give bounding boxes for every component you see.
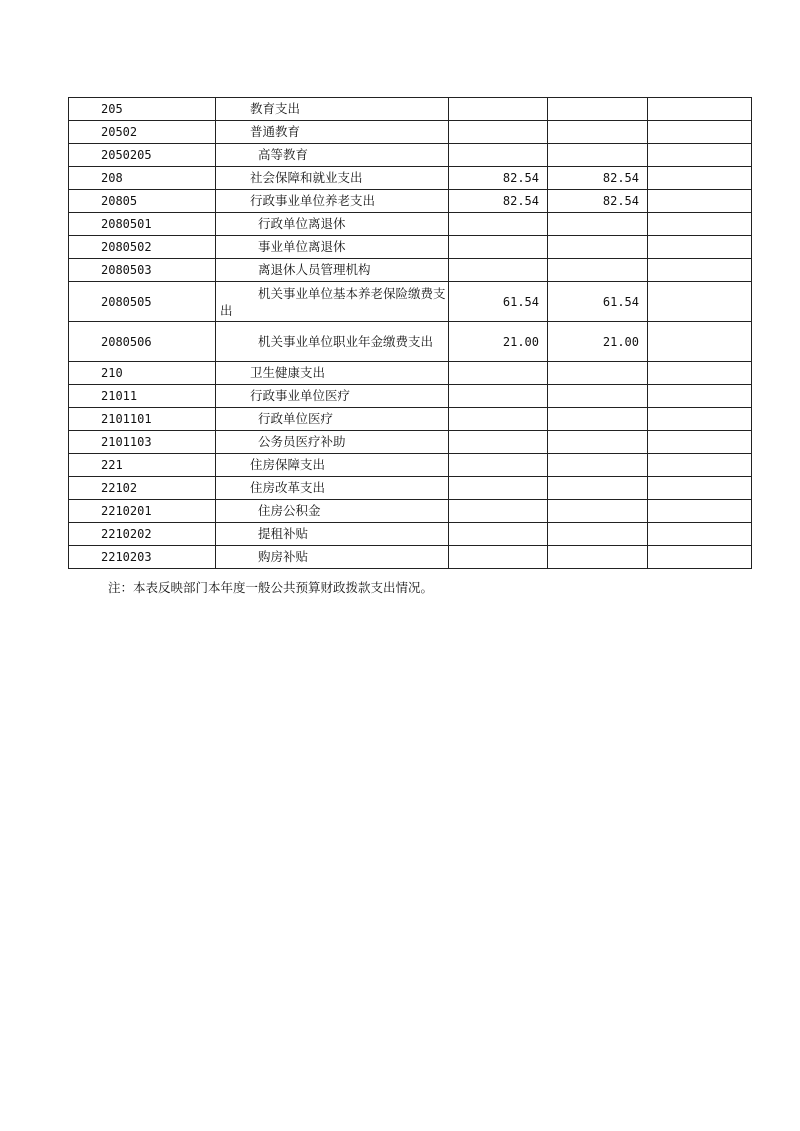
table-row [69,431,752,454]
row-name-cell [216,98,449,121]
table-row [69,477,752,500]
row-project-amount [648,98,752,121]
row-code: 2210203 [69,546,216,569]
row-name: 离退休人员管理机构 [258,262,371,277]
row-name: 行政单位医疗 [258,411,334,426]
row-name: 行政单位离退休 [258,216,346,231]
row-total-amount [449,213,548,236]
row-basic-amount [548,121,648,144]
row-total-amount [449,385,548,408]
row-project-amount [648,477,752,500]
table-row [69,259,752,282]
row-project-amount [648,546,752,569]
row-total-amount [449,259,548,282]
row-code: 2050205 [69,144,216,167]
row-project-amount [648,454,752,477]
row-name-cell [216,236,449,259]
row-basic-amount [548,144,648,167]
row-code: 2080506 [69,322,216,362]
row-total-amount: 82.54 [449,167,548,190]
row-name-cell [216,477,449,500]
table-row [69,213,752,236]
table-row [69,500,752,523]
row-name-cell [216,500,449,523]
table-body [69,98,752,569]
row-total-amount [449,523,548,546]
table-row [69,385,752,408]
table-row [69,167,752,190]
row-basic-amount: 82.54 [548,190,648,213]
row-name: 普通教育 [250,124,301,139]
row-name: 购房补贴 [258,549,309,564]
row-name: 高等教育 [258,147,309,162]
row-name: 公务员医疗补助 [258,434,346,449]
row-name-cell [216,167,449,190]
row-name-cell [216,322,449,362]
row-name-cell [216,523,449,546]
row-total-amount [449,236,548,259]
row-name: 卫生健康支出 [250,365,326,380]
row-total-amount: 21.00 [449,322,548,362]
row-project-amount [648,408,752,431]
row-basic-amount: 82.54 [548,167,648,190]
row-basic-amount [548,385,648,408]
table-row [69,523,752,546]
row-project-amount [648,385,752,408]
row-name: 社会保障和就业支出 [250,170,363,185]
row-code: 2080503 [69,259,216,282]
table-row [69,98,752,121]
row-code: 2080502 [69,236,216,259]
table-row [69,144,752,167]
row-code: 208 [69,167,216,190]
row-total-amount [449,431,548,454]
row-code: 2101101 [69,408,216,431]
row-name-cell [216,213,449,236]
row-name-cell [216,282,449,322]
row-code: 2210202 [69,523,216,546]
row-basic-amount: 61.54 [548,282,648,322]
row-project-amount [648,144,752,167]
row-name-cell [216,431,449,454]
row-total-amount [449,454,548,477]
table-row [69,121,752,144]
row-total-amount [449,477,548,500]
row-name-cell [216,362,449,385]
row-code: 221 [69,454,216,477]
row-project-amount [648,431,752,454]
row-total-amount [449,546,548,569]
row-total-amount [449,121,548,144]
row-project-amount [648,121,752,144]
row-basic-amount [548,408,648,431]
row-basic-amount: 21.00 [548,322,648,362]
row-name: 行政事业单位养老支出 [250,193,376,208]
row-basic-amount [548,546,648,569]
row-name: 机关事业单位基本养老保险缴费支出 [220,285,446,318]
row-basic-amount [548,362,648,385]
row-total-amount [449,98,548,121]
table-row [69,408,752,431]
row-name: 住房改革支出 [250,480,326,495]
row-project-amount [648,500,752,523]
row-basic-amount [548,236,648,259]
table-row [69,236,752,259]
table-row [69,546,752,569]
row-basic-amount [548,213,648,236]
row-basic-amount [548,500,648,523]
row-project-amount [648,322,752,362]
row-name-cell [216,454,449,477]
table-row [69,190,752,213]
row-project-amount [648,167,752,190]
row-name: 教育支出 [250,101,301,116]
row-total-amount: 82.54 [449,190,548,213]
row-name: 提租补贴 [258,526,309,541]
row-project-amount [648,362,752,385]
row-name: 行政事业单位医疗 [250,388,351,403]
row-total-amount [449,408,548,431]
row-project-amount [648,190,752,213]
row-code: 22102 [69,477,216,500]
row-code: 21011 [69,385,216,408]
budget-table [68,97,752,569]
row-code: 20502 [69,121,216,144]
row-name: 事业单位离退休 [258,239,346,254]
row-project-amount [648,236,752,259]
row-project-amount [648,213,752,236]
table-row [69,362,752,385]
row-name-cell [216,121,449,144]
row-basic-amount [548,98,648,121]
table-row [69,454,752,477]
row-code: 20805 [69,190,216,213]
row-total-amount [449,500,548,523]
row-total-amount: 61.54 [449,282,548,322]
row-name-cell [216,408,449,431]
row-total-amount [449,362,548,385]
row-project-amount [648,282,752,322]
row-total-amount [449,144,548,167]
table-row [69,282,752,322]
table-row [69,322,752,362]
row-basic-amount [548,477,648,500]
row-name-cell [216,385,449,408]
row-basic-amount [548,259,648,282]
row-code: 2101103 [69,431,216,454]
row-name: 住房保障支出 [250,457,326,472]
row-code: 2210201 [69,500,216,523]
row-name-cell [216,259,449,282]
row-name-cell [216,546,449,569]
row-project-amount [648,523,752,546]
row-project-amount [648,259,752,282]
row-code: 2080505 [69,282,216,322]
row-name: 住房公积金 [258,503,321,518]
row-code: 210 [69,362,216,385]
row-basic-amount [548,454,648,477]
row-name-cell [216,144,449,167]
row-basic-amount [548,431,648,454]
row-name-cell [216,190,449,213]
row-code: 2080501 [69,213,216,236]
row-code: 205 [69,98,216,121]
table-note: 注：本表反映部门本年度一般公共预算财政拨款支出情况。 [108,580,434,595]
row-basic-amount [548,523,648,546]
row-name: 机关事业单位职业年金缴费支出 [258,334,434,349]
